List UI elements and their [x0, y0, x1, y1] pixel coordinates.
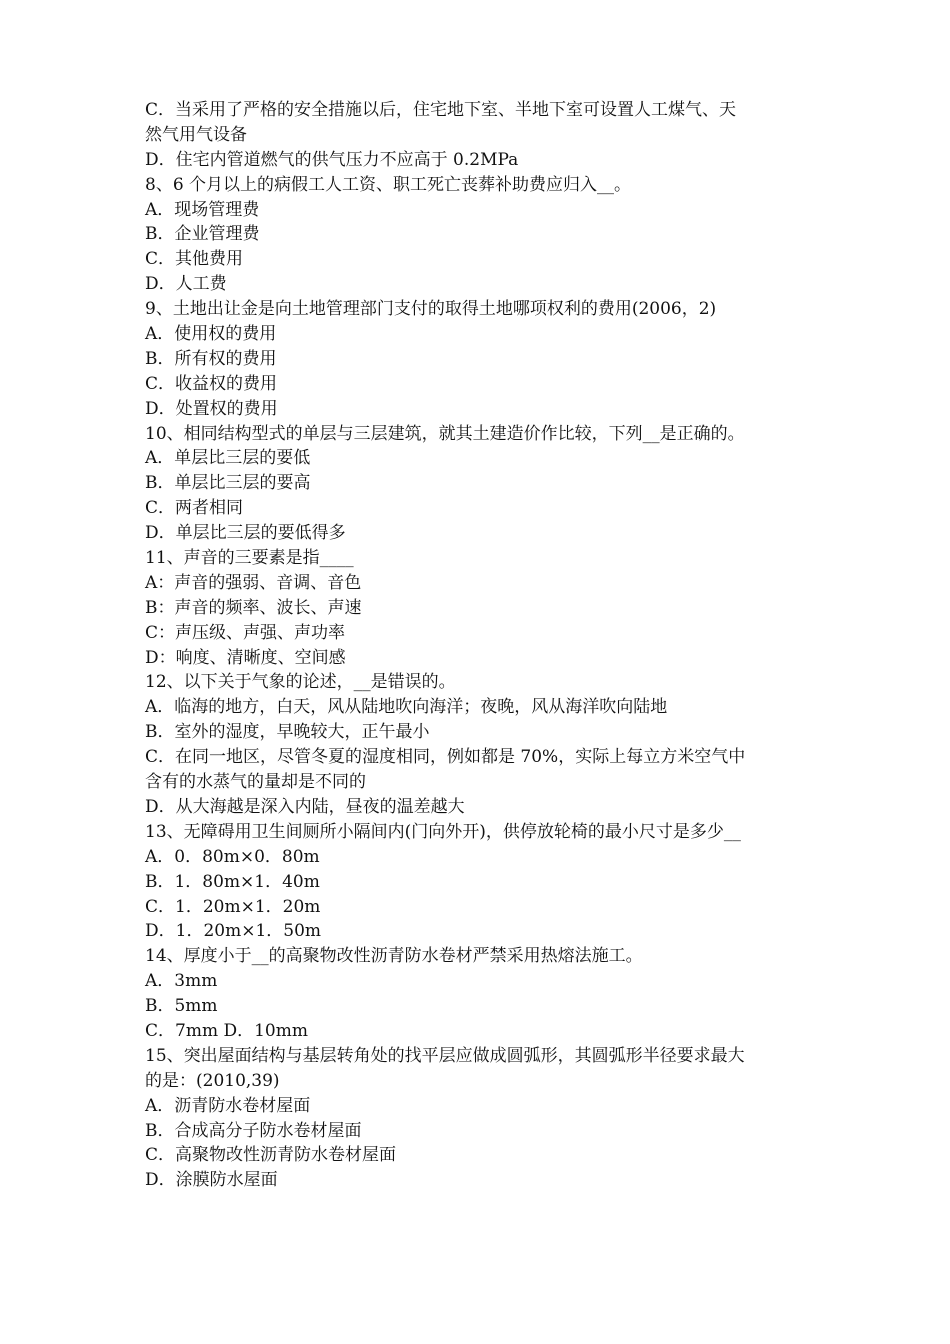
option-c-q10: C．两者相同 [145, 498, 244, 519]
option-d-q13: D．1．20m×1．50m [145, 921, 322, 942]
option-c-q15: C．高聚物改性沥青防水卷材屋面 [145, 1145, 397, 1166]
option-a-q13: A．0．80m×0．80m [145, 846, 320, 867]
question-9: 9、土地出让金是向土地管理部门支付的取得土地哪项权利的费用(2006，2) [145, 299, 717, 320]
document-page [145, 98, 815, 1193]
option-a-q9: A．使用权的费用 [145, 324, 277, 345]
option-d-q10: D．单层比三层的要低得多 [145, 523, 346, 544]
option-c-q11: C：声压级、声强、声功率 [145, 622, 346, 643]
option-c-q12-line1: C．在同一地区，尽管冬夏的湿度相同，例如都是 70%，实际上每立方米空气中 [145, 747, 746, 768]
question-15-line2: 的是：(2010,39) [145, 1070, 280, 1091]
option-b-q11: B：声音的频率、波长、声速 [145, 597, 362, 618]
option-b-q8: B．企业管理费 [145, 224, 260, 245]
option-a-q12: A．临海的地方，白天，风从陆地吹向海洋；夜晚，风从海洋吹向陆地 [145, 697, 668, 718]
option-c-q8: C．其他费用 [145, 249, 244, 270]
option-b-q13: B．1．80m×1．40m [145, 871, 320, 892]
option-a-q8: A．现场管理费 [145, 199, 260, 220]
option-b-q9: B．所有权的费用 [145, 348, 277, 369]
option-d-q11: D：响度、清晰度、空间感 [145, 647, 346, 668]
option-a-q10: A．单层比三层的要低 [145, 448, 311, 469]
option-c-q12-line2: 含有的水蒸气的量却是不同的 [145, 772, 366, 793]
option-b-q15: B．合成高分子防水卷材屋面 [145, 1120, 362, 1141]
question-12: 12、以下关于气象的论述，__是错误的。 [145, 672, 456, 693]
option-c-q7-line1: C．当采用了严格的安全措施以后，住宅地下室、半地下室可设置人工煤气、天 [145, 100, 737, 120]
option-d-q8: D．人工费 [145, 274, 227, 295]
option-d-q9: D．处置权的费用 [145, 398, 278, 419]
option-c-d-q14: C．7mm D．10mm [145, 1020, 308, 1041]
option-b-q14: B．5mm [145, 996, 218, 1017]
option-d-q12: D．从大海越是深入内陆，昼夜的温差越大 [145, 796, 465, 817]
option-c-q9: C．收益权的费用 [145, 373, 278, 394]
question-10: 10、相同结构型式的单层与三层建筑，就其土建造价作比较，下列__是正确的。 [145, 423, 745, 444]
question-8: 8、6 个月以上的病假工人工资、职工死亡丧葬补助费应归入__。 [145, 174, 632, 195]
option-a-q11: A：声音的强弱、音调、音色 [145, 572, 362, 593]
question-15-line1: 15、突出屋面结构与基层转角处的找平层应做成圆弧形，其圆弧形半径要求最大 [145, 1045, 745, 1066]
option-c-q13: C．1．20m×1．20m [145, 896, 321, 917]
question-13: 13、无障碍用卫生间厕所小隔间内(门向外开)，供停放轮椅的最小尺寸是多少__ [145, 821, 741, 842]
option-d-q7: D．住宅内管道燃气的供气压力不应高于 0.2MPa [145, 149, 519, 170]
option-a-q14: A．3mm [145, 971, 218, 992]
option-c-q7-line2: 然气用气设备 [145, 124, 247, 145]
option-b-q10: B．单层比三层的要高 [145, 473, 311, 494]
option-d-q15: D．涂膜防水屋面 [145, 1170, 278, 1191]
question-14: 14、厚度小于__的高聚物改性沥青防水卷材严禁采用热熔法施工。 [145, 946, 643, 967]
option-a-q15: A．沥青防水卷材屋面 [145, 1095, 311, 1116]
question-11: 11、声音的三要素是指____ [145, 548, 354, 569]
option-b-q12: B．室外的湿度，早晚较大，正午最小 [145, 722, 430, 743]
